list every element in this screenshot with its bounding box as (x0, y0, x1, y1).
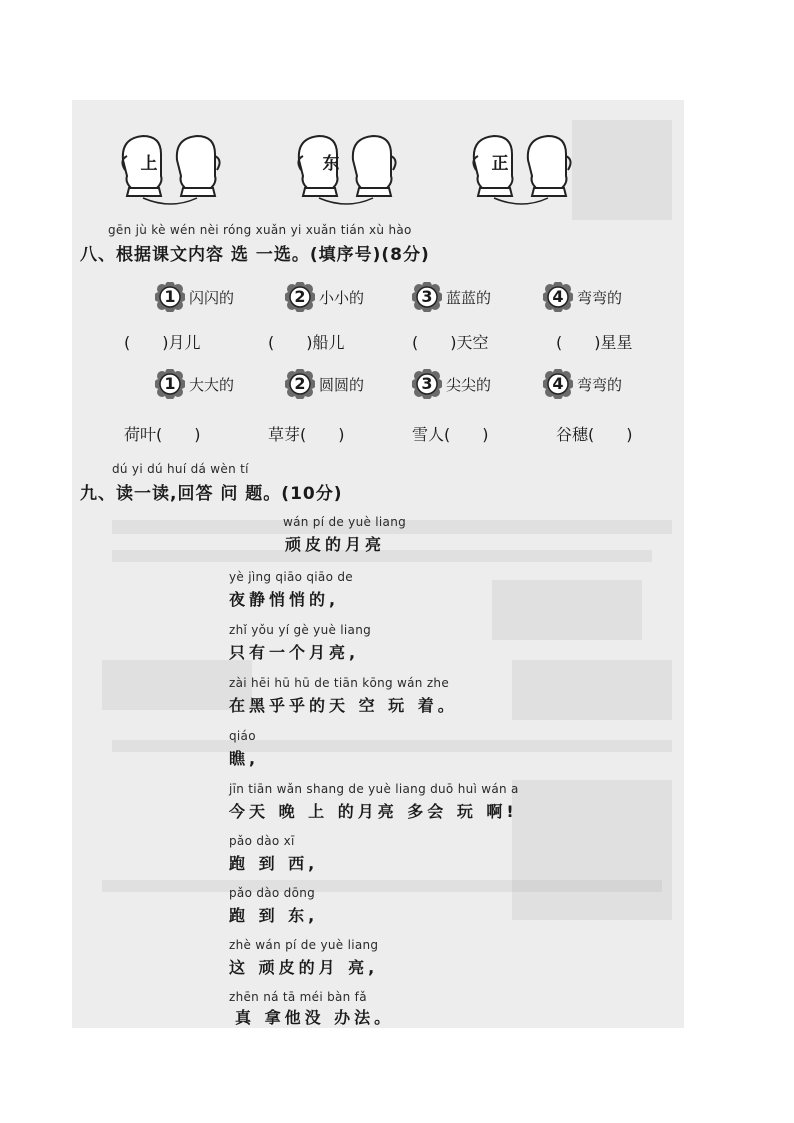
poem-line: 今天 晚 上 的月亮 多会 玩 啊! (229, 802, 518, 821)
poem-line-pinyin: zhǐ yǒu yí gè yuè liang (229, 623, 372, 637)
poem-line: 跑 到 西, (229, 854, 319, 873)
poem-line: 夜静悄悄的, (229, 590, 340, 609)
option-number: 3 (421, 374, 433, 393)
option-number: 4 (552, 287, 564, 306)
option-2-yuanyuan (285, 369, 364, 399)
blank-chuaner[interactable]: ( )船儿 (268, 333, 345, 352)
option-3-lanlan (412, 282, 491, 312)
poem-line-pinyin: zài hēi hū hū de tiān kōng wán zhe (229, 676, 450, 690)
section8-heading: 八、根据课文内容 选 一选。(填序号)(8分) (80, 245, 430, 265)
flower-number-icon (543, 369, 573, 399)
mitten-icon (468, 130, 578, 210)
bleed-through-mark (492, 580, 642, 640)
mitten-character: 东 (322, 154, 340, 174)
bleed-through-mark (512, 780, 672, 920)
option-label: 闪闪的 (189, 288, 235, 307)
flower-number-icon (155, 282, 185, 312)
poem-line: 跑 到 东, (229, 906, 319, 925)
option-label: 弯弯的 (577, 288, 623, 307)
poem-title-pinyin: wán pí de yuè liang (283, 515, 407, 529)
option-label: 蓝蓝的 (446, 288, 492, 307)
flower-number-icon (543, 282, 573, 312)
section9-heading: 九、读一读,回答 问 题。(10分) (80, 484, 343, 504)
option-label: 尖尖的 (446, 375, 492, 394)
option-number: 1 (164, 287, 176, 306)
option-label: 弯弯的 (577, 375, 623, 394)
option-label: 圆圆的 (319, 375, 365, 394)
poem-line: 这 顽皮的月 亮, (229, 958, 379, 977)
flower-number-icon (285, 369, 315, 399)
blank-caoya[interactable]: 草芽( ) (268, 425, 345, 444)
flower-number-icon (412, 282, 442, 312)
poem-line-pinyin: yè jìng qiāo qiāo de (229, 570, 353, 584)
mitten-pair-3 (468, 130, 568, 205)
option-1-dada (155, 369, 234, 399)
mitten-pair-2 (293, 130, 393, 205)
poem-line-pinyin: pǎo dào xī (229, 834, 295, 848)
poem-line-pinyin: pǎo dào dōng (229, 886, 316, 900)
bleed-through-mark (572, 120, 672, 220)
option-4-wanwan (543, 369, 622, 399)
blank-xingxing[interactable]: ( )星星 (556, 333, 633, 352)
mitten-pair-1 (117, 130, 217, 205)
poem-line-pinyin: zhè wán pí de yuè liang (229, 938, 379, 952)
option-3-jianjian (412, 369, 491, 399)
option-number: 2 (294, 374, 306, 393)
poem-line: 真 拿他没 办法。 (235, 1008, 395, 1027)
option-label: 小小的 (319, 288, 365, 307)
poem-title: 顽皮的月亮 (285, 535, 386, 554)
flower-number-icon (155, 369, 185, 399)
option-4-wanwan (543, 282, 622, 312)
bleed-through-mark (512, 660, 672, 720)
mitten-character: 上 (140, 154, 158, 174)
poem-line-pinyin: qiáo (229, 729, 256, 743)
option-2-xiaoxiao (285, 282, 364, 312)
section9-pinyin: dú yi dú huí dá wèn tí (112, 462, 249, 476)
mitten-character: 正 (491, 154, 509, 174)
option-1-shanshan (155, 282, 234, 312)
poem-line-pinyin: jīn tiān wǎn shang de yuè liang duō huì wán a (229, 782, 519, 796)
poem-line: 只有一个月亮, (229, 643, 360, 662)
bleed-through-mark (112, 740, 672, 752)
mitten-icon (293, 130, 403, 210)
blank-heye[interactable]: 荷叶( ) (124, 425, 201, 444)
poem-line-pinyin: zhēn ná tā méi bàn fǎ (229, 990, 367, 1004)
bleed-through-mark (102, 880, 662, 892)
option-number: 1 (164, 374, 176, 393)
option-number: 2 (294, 287, 306, 306)
mitten-icon (117, 130, 227, 210)
blank-xueren[interactable]: 雪人( ) (412, 425, 489, 444)
section8-pinyin: gēn jù kè wén nèi róng xuǎn yi xuǎn tián xù hào (108, 223, 412, 237)
flower-number-icon (285, 282, 315, 312)
flower-number-icon (412, 369, 442, 399)
option-label: 大大的 (189, 375, 235, 394)
option-number: 4 (552, 374, 564, 393)
option-number: 3 (421, 287, 433, 306)
blank-yueer[interactable]: ( )月儿 (124, 333, 201, 352)
blank-gusui[interactable]: 谷穗( ) (556, 425, 633, 444)
poem-line: 在黑乎乎的天 空 玩 着。 (229, 696, 458, 715)
blank-tiankong[interactable]: ( )天空 (412, 333, 489, 352)
poem-line: 瞧, (229, 749, 260, 768)
